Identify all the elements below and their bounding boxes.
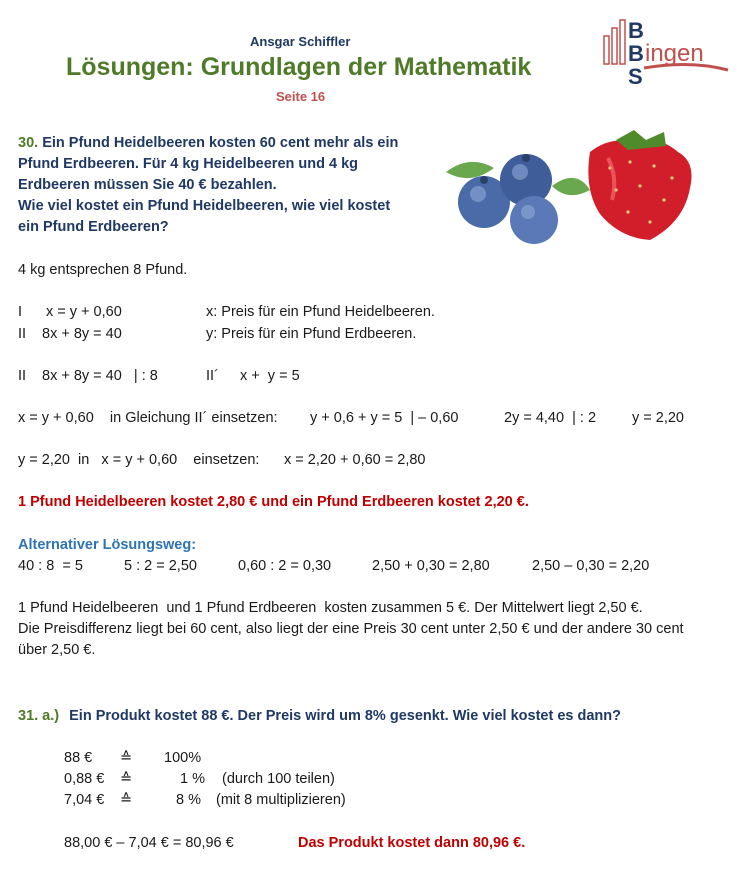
- blueberries-image: [446, 154, 590, 244]
- back-substitution: x = 2,20 + 0,60 = 2,80: [284, 452, 426, 468]
- question-number: 30.: [18, 135, 39, 151]
- row-note: (mit 8 multiplizieren): [216, 792, 346, 808]
- back-substitution: y = 2,20 in x = y + 0,60 einsetzen:: [18, 452, 260, 468]
- row-right: 100%: [164, 750, 202, 766]
- equation-label: I: [18, 304, 23, 320]
- logo-letter-b1: B: [628, 18, 644, 43]
- explanation-line: über 2,50 €.: [18, 642, 96, 658]
- corresponds-symbol: ≙: [120, 792, 133, 808]
- equation-label: II´: [206, 368, 219, 384]
- strawberry-image: [588, 130, 691, 240]
- logo-letter-b2: B: [628, 41, 644, 66]
- fruit-illustration: [440, 128, 700, 246]
- substitution-step: x = y + 0,60 in Gleichung II´ einsetzen:: [18, 410, 278, 426]
- equation: 8x + 8y = 40: [42, 326, 122, 342]
- bbs-bingen-logo: [600, 16, 740, 88]
- page-number: Seite 16: [276, 89, 326, 104]
- corresponds-symbol: ≙: [120, 750, 133, 766]
- question-text-line: Wie viel kostet ein Pfund Heidelbeeren, wie viel kostet: [18, 198, 391, 214]
- answer-30: 1 Pfund Heidelbeeren kostet 2,80 € und ein Pfund Erdbeeren kostet 2,20 €.: [18, 494, 529, 510]
- variable-note: y: Preis für ein Pfund Erdbeeren.: [206, 326, 417, 342]
- answer-31: Das Produkt kostet dann 80,96 €.: [298, 835, 526, 851]
- row-left: 0,88 €: [64, 771, 105, 787]
- question-text-line: Ein Pfund Heidelbeeren kosten 60 cent mehr als ein: [42, 135, 399, 151]
- solution-line: 4 kg entsprechen 8 Pfund.: [18, 262, 188, 278]
- substitution-step: 2y = 4,40 | : 2: [504, 410, 597, 426]
- row-right: 8 %: [176, 792, 201, 808]
- variable-note: x: Preis für ein Pfund Heidelbeeren.: [206, 304, 435, 320]
- author-name: Ansgar Schiffler: [250, 34, 351, 49]
- question-31: [18, 708, 621, 724]
- equation-label: II: [18, 368, 27, 384]
- corresponds-symbol: ≙: [120, 771, 133, 787]
- logo-word: ingen: [645, 40, 704, 67]
- substitution-step: y = 2,20: [632, 410, 684, 426]
- substitution-step: y + 0,6 + y = 5 | – 0,60: [310, 410, 459, 426]
- row-right: 1 %: [180, 771, 205, 787]
- page-title: Lösungen: Grundlagen der Mathematik: [66, 53, 532, 81]
- calculation-31: 88,00 € – 7,04 € = 80,96 €: [64, 835, 234, 851]
- alternative-step: 0,60 : 2 = 0,30: [238, 558, 332, 574]
- explanation-line: Die Preisdifferenz liegt bei 60 cent, also liegt der eine Preis 30 cent unter 2,50 € und der andere 30 cent: [18, 621, 684, 637]
- alternative-step: 2,50 + 0,30 = 2,80: [372, 558, 490, 574]
- explanation-line: 1 Pfund Heidelbeeren und 1 Pfund Erdbeeren kosten zusammen 5 €. Der Mittelwert liegt 2,50 €.: [18, 600, 643, 616]
- logo-letter-s: S: [628, 64, 643, 88]
- alternative-heading: Alternativer Lösungsweg:: [18, 537, 197, 553]
- question-number: 31. a.): [18, 708, 60, 724]
- question-text-line: ein Pfund Erdbeeren?: [18, 219, 169, 235]
- equation: x = y + 0,60: [46, 304, 122, 320]
- question-30: [18, 133, 428, 238]
- equation-label: II: [18, 326, 27, 342]
- row-left: 88 €: [64, 750, 93, 766]
- row-left: 7,04 €: [64, 792, 105, 808]
- alternative-step: 2,50 – 0,30 = 2,20: [532, 558, 650, 574]
- equation: x + y = 5: [240, 368, 300, 384]
- alternative-step: 40 : 8 = 5: [18, 558, 83, 574]
- question-text: Ein Produkt kostet 88 €. Der Preis wird um 8% gesenkt. Wie viel kostet es dann?: [69, 708, 621, 724]
- alternative-step: 5 : 2 = 2,50: [124, 558, 197, 574]
- question-text-line: Pfund Erdbeeren. Für 4 kg Heidelbeeren und 4 kg: [18, 156, 359, 172]
- row-note: (durch 100 teilen): [222, 771, 335, 787]
- question-text-line: Erdbeeren müssen Sie 40 € bezahlen.: [18, 177, 277, 193]
- equation: 8x + 8y = 40 | : 8: [42, 368, 158, 384]
